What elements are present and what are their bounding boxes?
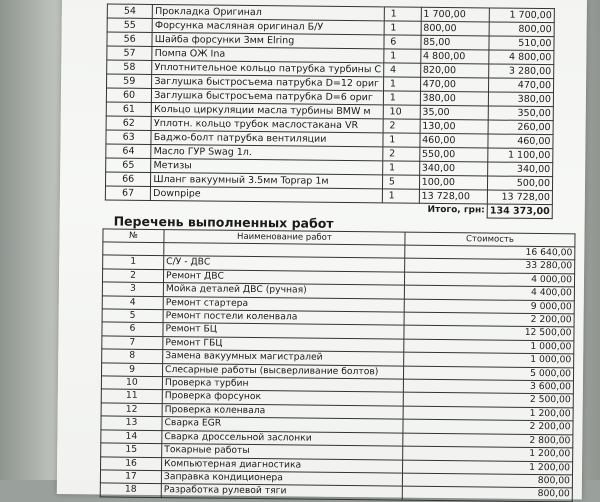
work-cost: 1 200,00 [403, 460, 573, 475]
work-number: 9 [102, 363, 163, 377]
row-number: 59 [107, 74, 152, 88]
item-name: Уплотнительное кольцо патрубка турбины С [152, 60, 384, 76]
works-table [100, 228, 576, 502]
total-value: 134 373,00 [487, 204, 552, 219]
work-number: 17 [100, 470, 161, 484]
item-sum: 3 280,00 [489, 64, 554, 79]
work-number: 16 [101, 456, 162, 470]
item-quantity: 4 [383, 63, 420, 77]
item-quantity: 2 [383, 147, 420, 161]
item-quantity: 1 [384, 49, 421, 63]
row-number: 65 [106, 158, 151, 172]
work-name: Слесарные работы (высверливание болтов) [162, 363, 403, 379]
item-quantity: 1 [384, 7, 421, 21]
row-number: 66 [105, 172, 150, 186]
item-name: Кольцо циркуляции масла турбины BMW м [152, 102, 384, 118]
work-name: Ремонт постели коленвала [163, 310, 404, 326]
work-name: Токарные работы [162, 444, 403, 460]
item-name: Заглушка быстросъема патрубка D=12 ориг [152, 74, 384, 90]
row-number: 55 [107, 18, 152, 32]
work-name: Проверка коленвала [162, 403, 403, 419]
work-cost: 1 000,00 [404, 339, 574, 354]
item-sum: 1 700,00 [489, 8, 554, 23]
item-quantity: 1 [382, 189, 419, 203]
invoice-sheet [57, 0, 587, 499]
work-name: Ремонт ГБЦ [163, 336, 404, 352]
work-name: Разработка рулевой тяги [161, 484, 402, 500]
work-cost: 2 200,00 [403, 419, 573, 434]
work-name: С/У - ДВС [164, 256, 405, 272]
work-name: Ремонт ДВС [163, 269, 404, 285]
work-name: Ремонт БЦ [163, 323, 404, 339]
item-quantity: 6 [384, 35, 421, 49]
work-number: 3 [102, 282, 163, 296]
work-name: Замена вакуумных магистралей [163, 350, 404, 366]
work-cost: 800,00 [402, 486, 572, 501]
item-quantity: 5 [382, 175, 419, 189]
works-header-name: Наименование работ [164, 230, 405, 246]
work-name: Компьютерная диагностика [162, 457, 403, 473]
item-name: Прокладка Оригинал [153, 4, 385, 20]
item-price: 1 700,00 [421, 7, 490, 22]
item-name: Заглушка быстросъема патрубка D=6 ориг [152, 88, 384, 104]
works-table-body [100, 242, 575, 502]
item-price: 820,00 [420, 63, 489, 78]
item-sum: 470,00 [489, 78, 554, 93]
work-number: 11 [101, 389, 162, 403]
item-price: 100,00 [419, 175, 488, 190]
item-sum: 500,00 [488, 176, 553, 191]
work-cost: 12 500,00 [404, 326, 574, 341]
work-cost: 1 000,00 [404, 352, 574, 367]
item-sum: 260,00 [488, 120, 553, 135]
item-name: Шайба форсунки 3мм Elring [152, 32, 384, 48]
item-price: 13 728,00 [419, 189, 488, 204]
work-number: 2 [102, 269, 163, 283]
work-cost: 33 280,00 [405, 259, 575, 274]
work-cost: 4 400,00 [404, 285, 574, 300]
work-number [103, 242, 164, 256]
work-number: 1 [103, 255, 164, 269]
item-sum: 380,00 [488, 92, 553, 107]
work-name: Проверка форсунок [162, 390, 403, 406]
work-number: 13 [101, 416, 162, 430]
parts-table [105, 3, 555, 219]
item-quantity: 1 [384, 21, 421, 35]
work-number: 15 [101, 443, 162, 457]
work-number: 18 [100, 483, 161, 497]
work-number: 7 [102, 336, 163, 350]
item-name: Масло ГУР Swag 1л. [151, 144, 383, 160]
work-cost: 2 200,00 [404, 312, 574, 327]
item-quantity: 10 [383, 105, 420, 119]
item-price: 460,00 [420, 133, 489, 148]
item-name: Уплотн. кольцо трубок маслостакана VR [151, 116, 383, 132]
item-quantity: 2 [383, 119, 420, 133]
item-sum: 510,00 [489, 36, 554, 51]
work-number: 5 [102, 309, 163, 323]
item-quantity: 1 [383, 91, 420, 105]
work-number: 10 [101, 376, 162, 390]
parts-table-body [105, 4, 554, 205]
item-price: 380,00 [420, 91, 489, 106]
total-label: Итого, грн: [427, 205, 485, 216]
work-name: Сварка дроссельной заслонки [162, 430, 403, 446]
work-number: 12 [101, 403, 162, 417]
row-number: 56 [107, 32, 152, 46]
row-number: 63 [106, 130, 151, 144]
item-quantity: 1 [382, 161, 419, 175]
item-name: Форсунка масляная оригинал Б/У [152, 18, 384, 34]
row-number: 67 [105, 186, 150, 200]
work-cost: 16 640,00 [405, 245, 575, 260]
item-sum: 350,00 [488, 106, 553, 121]
item-sum: 460,00 [488, 134, 553, 149]
row-number: 54 [107, 4, 152, 18]
work-number: 8 [102, 349, 163, 363]
work-name: Ремонт стартера [163, 296, 404, 312]
row-number: 60 [106, 88, 151, 102]
item-sum: 1 100,00 [488, 148, 553, 163]
item-name: Шланг вакуумный 3.5мм Toprap 1м [151, 172, 383, 188]
work-number: 4 [102, 296, 163, 310]
work-cost: 800,00 [402, 473, 572, 488]
item-price: 800,00 [421, 21, 490, 36]
item-price: 35,00 [420, 105, 489, 120]
item-quantity: 1 [383, 133, 420, 147]
work-number: 14 [101, 430, 162, 444]
work-cost: 2 500,00 [403, 393, 573, 408]
row-number: 62 [106, 116, 151, 130]
work-cost: 9 000,00 [404, 299, 574, 314]
item-price: 470,00 [420, 77, 489, 92]
work-cost: 4 000,00 [404, 272, 574, 287]
row-number: 58 [107, 60, 152, 74]
item-price: 340,00 [419, 161, 488, 176]
work-cost: 2 800,00 [403, 433, 573, 448]
item-sum: 13 728,00 [487, 190, 552, 205]
item-quantity: 1 [383, 77, 420, 91]
work-name: Сварка EGR [162, 417, 403, 433]
item-name: Downpipe [151, 186, 383, 202]
item-price: 4 800,00 [420, 49, 489, 64]
item-name: Помпа ОЖ Ina [152, 46, 384, 62]
item-price: 85,00 [421, 35, 490, 50]
item-sum: 340,00 [488, 162, 553, 177]
work-name: Проверка турбин [162, 377, 403, 393]
work-name: Мойка деталей ДВС (ручная) [163, 283, 404, 299]
row-number: 57 [107, 46, 152, 60]
item-name: Баджо-болт патрубка вентиляции [151, 130, 383, 146]
works-title: Перечень выполненных работ [113, 213, 334, 231]
work-name: Заправка кондиционера [161, 470, 402, 486]
works-header-cost: Стоимость [405, 232, 575, 247]
row-number: 61 [106, 102, 151, 116]
work-cost: 1 200,00 [403, 406, 573, 421]
work-cost: 1 200,00 [403, 446, 573, 461]
item-price: 130,00 [420, 119, 489, 134]
item-sum: 800,00 [489, 22, 554, 37]
item-price: 550,00 [419, 147, 488, 162]
item-name: Метизы [151, 158, 383, 174]
work-cost: 5 000,00 [403, 366, 573, 381]
work-cost: 3 600,00 [403, 379, 573, 394]
works-header-num: № [103, 229, 164, 243]
item-sum: 4 800,00 [489, 50, 554, 65]
row-number: 64 [106, 144, 151, 158]
work-number: 6 [102, 322, 163, 336]
